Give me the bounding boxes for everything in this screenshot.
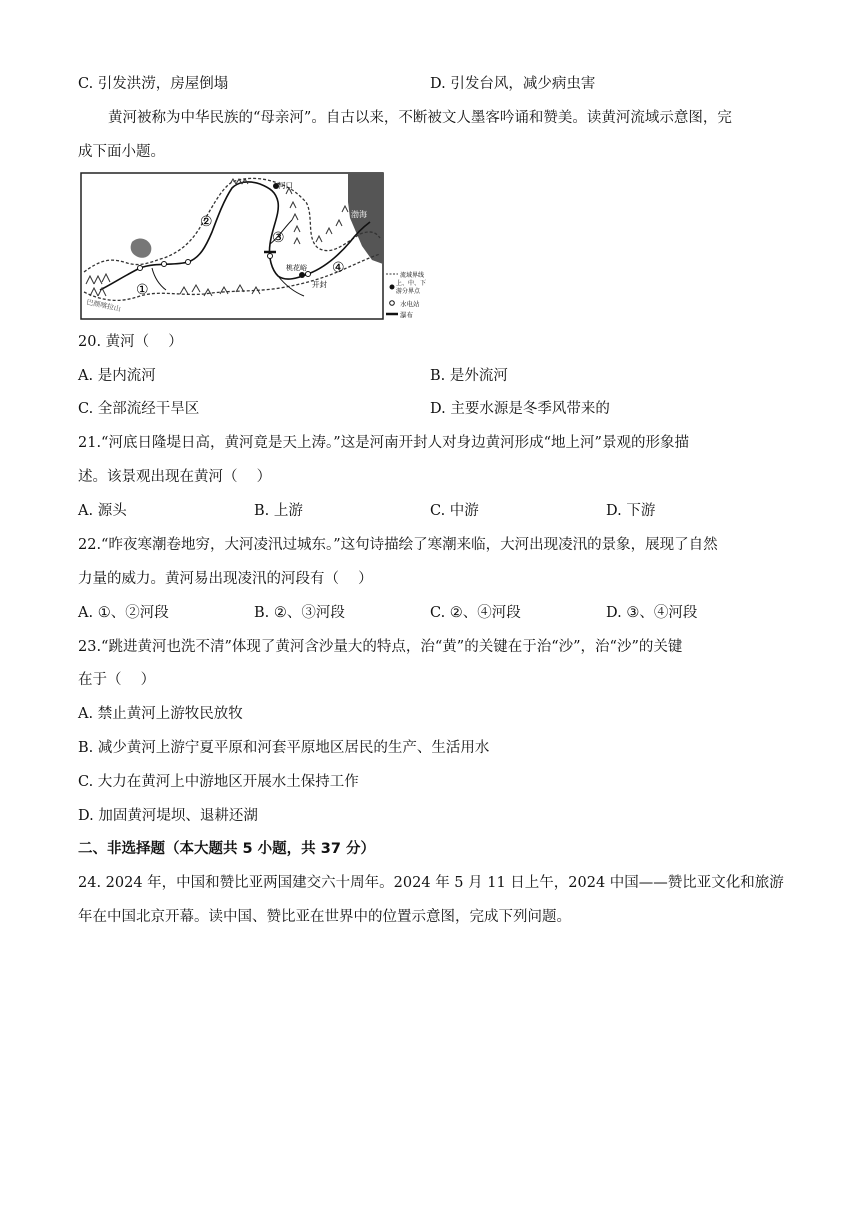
q24-stem-line-1: 24. 2024 年，中国和赞比亚两国建交六十周年。2024 年 5 月 11 日上午，2024 中国——赞比亚文化和旅游: [78, 875, 784, 891]
q21-stem-line-1: 21.“河底日隆堤日高，黄河竟是天上涛。”这是河南开封人对身边黄河形成“地上河”景观的形象描: [78, 435, 689, 451]
q22-option-d: D. ③、④河段: [606, 605, 698, 621]
q23-option-a: A. 禁止黄河上游牧民放牧: [78, 706, 243, 722]
bayankala-label: 巴颜喀拉山: [85, 298, 122, 314]
taohuayu-label: 桃花峪: [286, 264, 307, 272]
q20-option-a: A. 是内流河: [78, 368, 156, 384]
q22-option-a: A. ①、②河段: [78, 605, 169, 621]
segment-1-label: ①: [136, 282, 149, 298]
segment-2-label: ②: [200, 214, 213, 230]
q23-option-c: C. 大力在黄河上中游地区开展水土保持工作: [78, 774, 359, 790]
legend-waterfall: 瀑布: [400, 311, 413, 319]
legend-division-2: 游分界点: [396, 288, 421, 295]
q20-option-c: C. 全部流经干旱区: [78, 401, 200, 417]
q20-option-d: D. 主要水源是冬季风带来的: [430, 401, 610, 417]
legend-hydro: 水电站: [400, 300, 420, 308]
segment-3-label: ③: [272, 230, 285, 246]
prev-option-c: C. 引发洪涝，房屋倒塌: [78, 76, 229, 92]
q22-stem-line-2: 力量的威力。黄河易出现凌汛的河段有（ ）: [78, 571, 373, 587]
kaifeng-label: 开封: [312, 280, 327, 289]
intro-line-2: 成下面小题。: [78, 144, 165, 160]
q21-option-d: D. 下游: [606, 503, 656, 519]
map-frame: [81, 173, 383, 319]
q23-stem-line-2: 在于（ ）: [78, 672, 156, 688]
division-point-taohuayu: [299, 272, 305, 278]
q21-option-c: C. 中游: [430, 503, 479, 519]
segment-4-label: ④: [332, 260, 345, 276]
q22-option-c: C. ②、④河段: [430, 605, 521, 621]
bohai-label: 渤海: [351, 210, 367, 219]
q20-stem: 20. 黄河（ ）: [78, 334, 183, 350]
q24-stem-line-2: 年在中国北京开幕。读中国、赞比亚在世界中的位置示意图，完成下列问题。: [78, 909, 571, 925]
hekou-label: 河口: [278, 181, 293, 190]
legend-division-1: 上、中、下: [396, 280, 427, 287]
q23-option-d: D. 加固黄河堤坝、退耕还湖: [78, 808, 258, 824]
q21-option-a: A. 源头: [78, 503, 127, 519]
q21-option-b: B. 上游: [254, 503, 303, 519]
prev-option-d: D. 引发台风，减少病虫害: [430, 76, 596, 92]
q22-option-b: B. ②、③河段: [254, 605, 345, 621]
legend-boundary: 流域界线: [400, 272, 425, 279]
section-2-title: 二、非选择题（本大题共 5 小题，共 37 分）: [78, 841, 375, 857]
intro-line-1: 黄河被称为中华民族的“母亲河”。自古以来，不断被文人墨客吟诵和赞美。读黄河流域示意图，完: [108, 110, 732, 126]
q23-stem-line-1: 23.“跳进黄河也洗不清”体现了黄河含沙量大的特点，治“黄”的关键在于治“沙”，治“沙”的关键: [78, 639, 683, 655]
q22-stem-line-1: 22.“昨夜寒潮卷地穷，大河凌汛过城东。”这句诗描绘了寒潮来临，大河出现凌汛的景象，展现了自然: [78, 537, 718, 553]
q21-stem-line-2: 述。该景观出现在黄河（ ）: [78, 469, 272, 485]
q20-option-b: B. 是外流河: [430, 368, 508, 384]
q23-option-b: B. 减少黄河上游宁夏平原和河套平原地区居民的生产、生活用水: [78, 740, 490, 756]
yellow-river-basin-map: [80, 172, 450, 322]
map-legend: [386, 271, 426, 319]
